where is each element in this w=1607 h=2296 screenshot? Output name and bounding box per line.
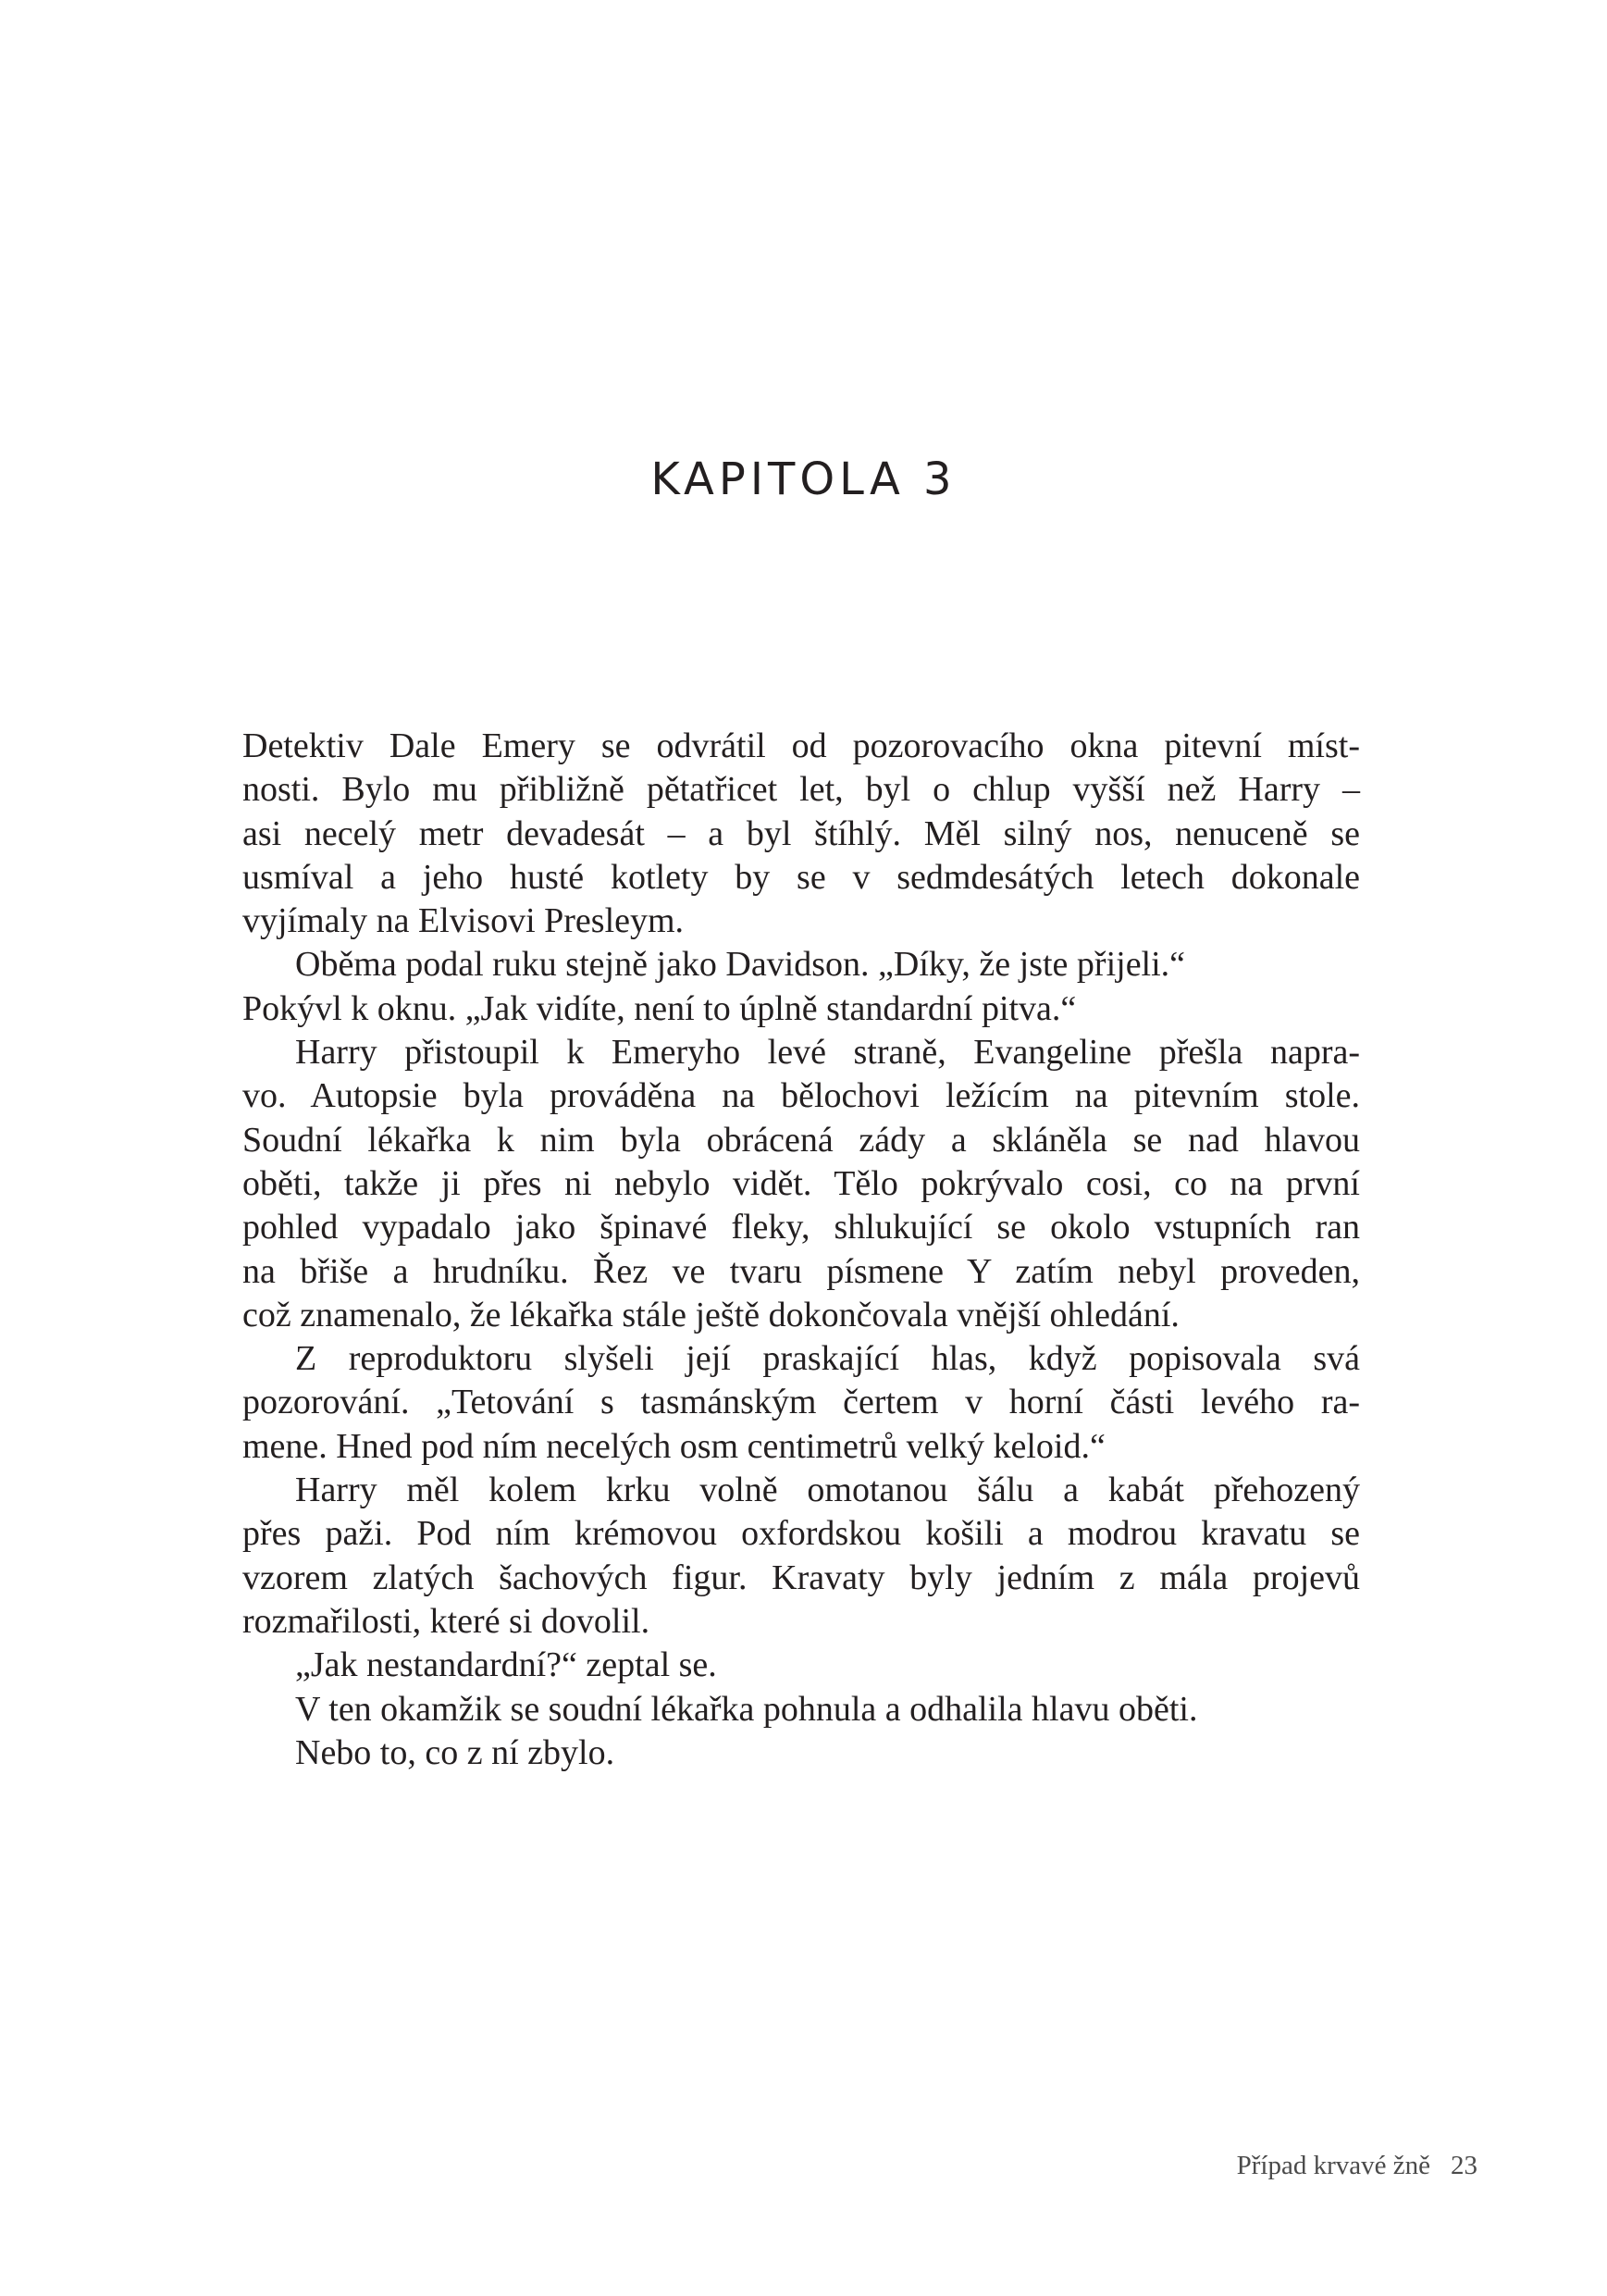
text-line: oběti, takže ji přes ni nebylo vidět. Tělo pokrývalo cosi, co na první — [242, 1163, 1360, 1203]
text-line: vyjímaly na Elvisovi Presleym. — [242, 901, 685, 941]
text-line: rozmařilosti, které si dovolil. — [242, 1601, 650, 1641]
text-line: Z reproduktoru slyšeli její praskající hlas, když popisovala svá — [295, 1339, 1360, 1379]
text-line: Oběma podal ruku stejně jako Davidson. „Díky, že jste přijeli.“ — [295, 945, 1186, 985]
text-line: Pokývl k oknu. „Jak vidíte, není to úplně standardní pitva.“ — [242, 988, 1077, 1028]
text-line: vo. Autopsie byla prováděna na bělochovi ležícím na pitevním stole. — [242, 1076, 1360, 1116]
text-line: usmíval a jeho husté kotlety by se v sedmdesátých letech dokonale — [242, 857, 1360, 897]
body-text — [242, 725, 1360, 1775]
text-line: Detektiv Dale Emery se odvrátil od pozorovacího okna pitevní míst- — [242, 726, 1360, 765]
running-footer — [1237, 2151, 1477, 2181]
text-line: přes paži. Pod ním krémovou oxfordskou košili a modrou kravatu se — [242, 1514, 1360, 1554]
text-line: Harry měl kolem krku volně omotanou šálu a kabát přehozený — [295, 1471, 1360, 1510]
chapter-title: KAPITOLA 3 — [650, 453, 957, 505]
text-line: což znamenalo, že lékařka stále ještě dokončovala vnější ohledání. — [242, 1295, 1180, 1334]
text-line: na břiše a hrudníku. Řez ve tvaru písmene Y zatím nebyl proveden, — [242, 1251, 1360, 1291]
text-line: Harry přistoupil k Emeryho levé straně, Evangeline přešla napra- — [295, 1033, 1360, 1073]
text-line: Nebo to, co z ní zbylo. — [295, 1732, 615, 1772]
text-line: vzorem zlatých šachových figur. Kravaty byly jedním z mála projevů — [242, 1558, 1360, 1597]
footer-book-title: Případ krvavé žně — [1236, 2151, 1430, 2180]
page-number: 23 — [1451, 2151, 1477, 2180]
text-line: nosti. Bylo mu přibližně pětatřicet let, byl o chlup vyšší než Harry – — [242, 770, 1360, 810]
text-line: Soudní lékařka k nim byla obrácená zády a skláněla se nad hlavou — [242, 1120, 1360, 1160]
text-line: pozorování. „Tetování s tasmánským čertem v horní části levého ra- — [242, 1383, 1360, 1422]
text-line: asi necelý metr devadesát – a byl štíhlý. Měl silný nos, nenuceně se — [242, 813, 1360, 853]
text-line: „Jak nestandardní?“ zeptal se. — [295, 1645, 717, 1685]
text-line: pohled vypadalo jako špinavé fleky, shlukující se okolo vstupních ran — [242, 1208, 1360, 1247]
text-line: V ten okamžik se soudní lékařka pohnula a odhalila hlavu oběti. — [295, 1689, 1198, 1729]
text-line: mene. Hned pod ním necelých osm centimetrů velký keloid.“ — [242, 1426, 1106, 1466]
